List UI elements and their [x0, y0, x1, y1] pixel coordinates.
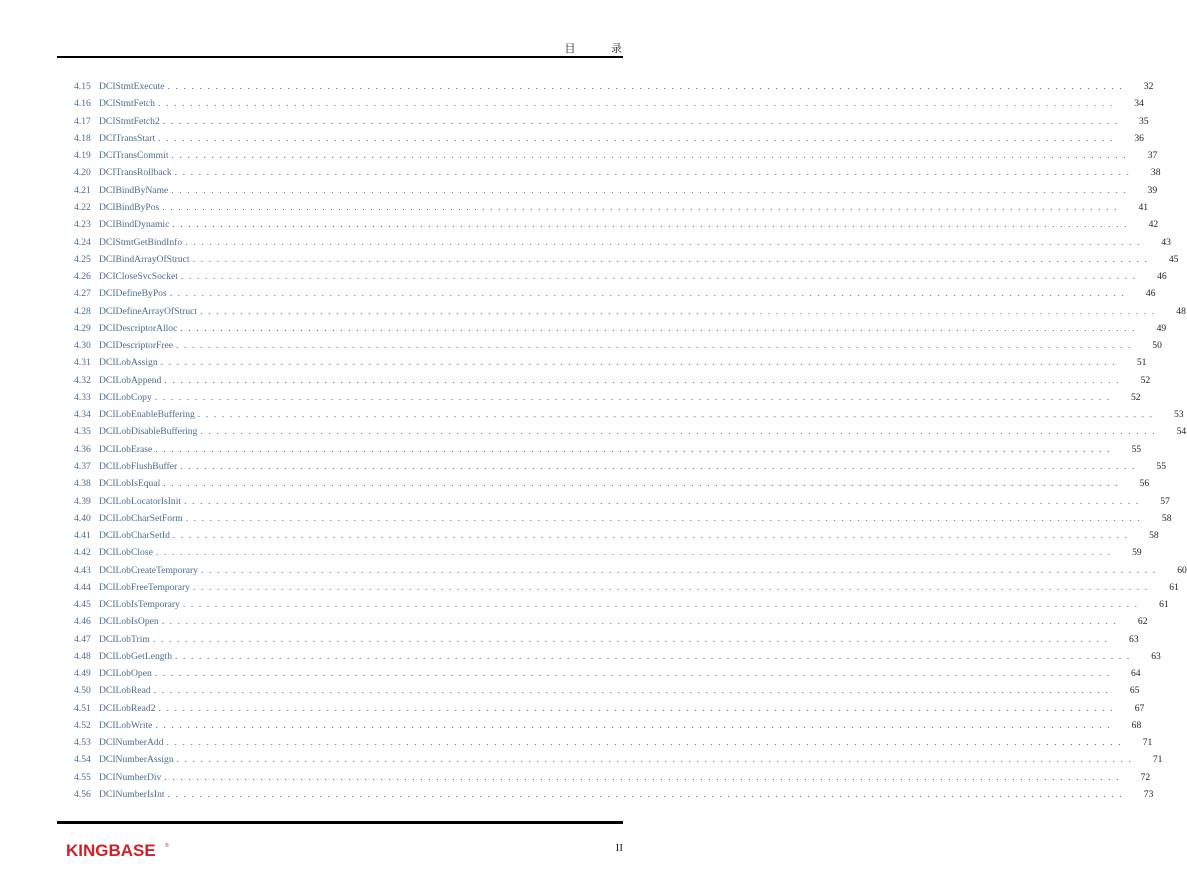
- toc-entry-number: 4.29: [74, 322, 91, 334]
- toc-entry-page[interactable]: 71: [1142, 737, 1153, 749]
- toc-entry-page[interactable]: 63: [1129, 633, 1139, 645]
- toc-entry-page[interactable]: 49: [1156, 322, 1167, 334]
- toc-leader-dots: ........................................................................................................................: [185, 236, 1145, 248]
- toc-leader-dots: ........................................................................................................................: [192, 253, 1153, 265]
- toc-entry[interactable]: [74, 337, 1162, 354]
- toc-entry-number: 4.44: [74, 581, 91, 593]
- toc-entry[interactable]: [74, 285, 1156, 302]
- toc-entry-number: 4.43: [74, 564, 91, 576]
- svg-text:®: ®: [165, 843, 169, 849]
- toc-entry-page[interactable]: 50: [1152, 340, 1162, 352]
- toc-entry-number: 4.47: [74, 633, 91, 645]
- toc-leader-dots: ........................................................................................................................: [166, 737, 1127, 749]
- toc-entry-page[interactable]: 71: [1152, 754, 1163, 766]
- toc-entry-page[interactable]: 46: [1145, 288, 1156, 300]
- toc-entry[interactable]: [74, 613, 1148, 630]
- table-of-contents: [74, 78, 1187, 803]
- toc-entry-number: 4.23: [74, 219, 91, 231]
- toc-entry-page[interactable]: 39: [1147, 184, 1158, 196]
- kingbase-logo: [66, 840, 176, 860]
- toc-leader-dots: ........................................................................................................................: [175, 650, 1135, 662]
- toc-entry-number: 4.35: [74, 426, 91, 438]
- toc-entry-page[interactable]: 46: [1157, 271, 1167, 283]
- toc-entry-title[interactable]: DCILobFreeTemporary: [99, 581, 190, 593]
- toc-entry-title[interactable]: DCILobIsTemporary: [99, 599, 180, 611]
- toc-entry[interactable]: [74, 544, 1142, 561]
- toc-entry-title[interactable]: DCILobAssign: [99, 357, 158, 369]
- toc-entry-title[interactable]: DCILobOpen: [99, 668, 152, 680]
- toc-entry-number: 4.31: [74, 357, 91, 369]
- toc-entry-page[interactable]: 37: [1147, 150, 1158, 162]
- toc-entry[interactable]: [74, 769, 1151, 786]
- toc-entry-title[interactable]: DCILobCreateTemporary: [99, 564, 198, 576]
- toc-entry-number: 4.22: [74, 201, 91, 213]
- toc-entry-number: 4.21: [74, 184, 91, 196]
- toc-entry-number: 4.19: [74, 150, 91, 162]
- toc-entry-title[interactable]: DCIBindArrayOfStruct: [99, 253, 190, 265]
- toc-entry[interactable]: [74, 786, 1154, 803]
- toc-entry-number: 4.56: [74, 789, 91, 801]
- toc-leader-dots: ........................................................................................................................: [154, 391, 1115, 403]
- toc-entry-number: 4.25: [74, 253, 91, 265]
- toc-entry[interactable]: [74, 147, 1158, 164]
- toc-entry[interactable]: [74, 216, 1159, 233]
- toc-entry[interactable]: [74, 78, 1154, 95]
- toc-entry[interactable]: [74, 579, 1179, 596]
- toc-entry-number: 4.16: [74, 98, 91, 110]
- toc-entry-title[interactable]: DCILobFlushBuffer: [99, 460, 178, 472]
- toc-entry-title[interactable]: DCIStmtFetch: [99, 98, 155, 110]
- toc-leader-dots: ........................................................................................................................: [162, 201, 1123, 213]
- footer-rule: [57, 821, 623, 824]
- toc-entry-number: 4.40: [74, 512, 91, 524]
- toc-entry-number: 4.41: [74, 530, 91, 542]
- toc-leader-dots: ........................................................................................................................: [169, 288, 1130, 300]
- toc-entry-number: 4.28: [74, 305, 91, 317]
- toc-leader-dots: ........................................................................................................................: [197, 409, 1158, 421]
- toc-entry-title[interactable]: DCILobWrite: [99, 719, 153, 731]
- toc-leader-dots: ........................................................................................................................: [200, 426, 1161, 438]
- toc-entry-page[interactable]: 45: [1168, 253, 1179, 265]
- toc-entry-title[interactable]: DCILobRead2: [99, 702, 156, 714]
- toc-leader-dots: ........................................................................................................................: [200, 564, 1161, 576]
- toc-entry-number: 4.50: [74, 685, 91, 697]
- toc-entry[interactable]: [74, 320, 1167, 337]
- toc-entry-page[interactable]: 32: [1143, 81, 1154, 93]
- toc-entry-number: 4.15: [74, 81, 91, 93]
- toc-entry[interactable]: [74, 268, 1167, 285]
- svg-text:KINGBASE: KINGBASE: [66, 841, 156, 860]
- toc-leader-dots: ........................................................................................................................: [180, 271, 1141, 283]
- toc-leader-dots: ........................................................................................................................: [185, 512, 1146, 524]
- toc-entry[interactable]: [74, 596, 1169, 613]
- toc-entry-page[interactable]: 52: [1130, 391, 1141, 403]
- toc-entry-number: 4.38: [74, 478, 91, 490]
- toc-entry-page[interactable]: 58: [1161, 512, 1172, 524]
- toc-entry-page[interactable]: 68: [1131, 719, 1142, 731]
- toc-entry-page[interactable]: 63: [1151, 650, 1161, 662]
- toc-entry-number: 4.36: [74, 443, 91, 455]
- toc-entry-title[interactable]: DCICloseSvcSocket: [99, 271, 178, 283]
- toc-entry-page[interactable]: 62: [1137, 616, 1148, 628]
- toc-entry-page[interactable]: 73: [1143, 789, 1154, 801]
- toc-entry-page[interactable]: 53: [1173, 409, 1184, 421]
- toc-entry[interactable]: [74, 561, 1187, 578]
- toc-leader-dots: ........................................................................................................................: [180, 322, 1141, 334]
- toc-entry-number: 4.33: [74, 391, 91, 403]
- toc-entry-page[interactable]: 61: [1169, 581, 1179, 593]
- toc-entry-number: 4.30: [74, 340, 91, 352]
- toc-entry-page[interactable]: 54: [1176, 426, 1187, 438]
- toc-entry-title[interactable]: DCIStmtExecute: [99, 81, 165, 93]
- toc-entry-title[interactable]: DCILobAppend: [99, 374, 162, 386]
- toc-entry-number: 4.39: [74, 495, 91, 507]
- toc-entry-page[interactable]: 55: [1156, 460, 1166, 472]
- toc-entry[interactable]: [74, 302, 1186, 319]
- toc-entry-number: 4.26: [74, 271, 91, 283]
- toc-entry-page[interactable]: 41: [1138, 201, 1149, 213]
- toc-entry[interactable]: [74, 700, 1145, 717]
- toc-entry[interactable]: [74, 492, 1170, 509]
- toc-entry[interactable]: [74, 717, 1142, 734]
- toc-entry[interactable]: [74, 233, 1171, 250]
- toc-entry-title[interactable]: DCITransRollback: [99, 167, 172, 179]
- toc-entry[interactable]: [74, 665, 1141, 682]
- toc-entry-title[interactable]: DCINumberIsInt: [99, 789, 165, 801]
- toc-entry-number: 4.37: [74, 460, 91, 472]
- toc-entry-title[interactable]: DCILobEnableBuffering: [99, 409, 195, 421]
- toc-entry-page[interactable]: 51: [1136, 357, 1147, 369]
- toc-entry-page[interactable]: 72: [1140, 771, 1151, 783]
- toc-leader-dots: ........................................................................................................................: [154, 668, 1115, 680]
- toc-entry-title[interactable]: DCILobRead: [99, 685, 151, 697]
- toc-entry-title[interactable]: DCIDescriptorAlloc: [99, 322, 178, 334]
- toc-entry[interactable]: [74, 389, 1141, 406]
- header-rule: [57, 56, 623, 58]
- toc-entry-page[interactable]: 34: [1134, 98, 1144, 110]
- toc-entry-number: 4.55: [74, 771, 91, 783]
- page-number: II: [615, 842, 623, 854]
- toc-entry-page[interactable]: 58: [1149, 530, 1159, 542]
- toc-entry-number: 4.52: [74, 719, 91, 731]
- toc-entry-page[interactable]: 42: [1148, 219, 1159, 231]
- toc-entry[interactable]: [74, 113, 1149, 130]
- toc-entry-title[interactable]: DCILobIsOpen: [99, 616, 159, 628]
- toc-entry-number: 4.49: [74, 668, 91, 680]
- toc-entry-title[interactable]: DCIBindDynamic: [99, 219, 170, 231]
- toc-entry-page[interactable]: 55: [1131, 443, 1142, 455]
- toc-entry[interactable]: [74, 95, 1144, 112]
- toc-entry-number: 4.54: [74, 754, 91, 766]
- toc-leader-dots: ........................................................................................................................: [164, 771, 1125, 783]
- toc-entry-number: 4.53: [74, 737, 91, 749]
- toc-entry-title[interactable]: DCIDescriptorFree: [99, 340, 174, 352]
- toc-entry[interactable]: [74, 251, 1179, 268]
- toc-entry-page[interactable]: 48: [1176, 305, 1186, 317]
- toc-entry-number: 4.32: [74, 374, 91, 386]
- toc-entry-title[interactable]: DCINumberAdd: [99, 737, 164, 749]
- toc-entry-title[interactable]: DCILobTrim: [99, 633, 150, 645]
- toc-entry[interactable]: [74, 648, 1161, 665]
- toc-entry-number: 4.34: [74, 409, 91, 421]
- toc-leader-dots: ........................................................................................................................: [160, 357, 1121, 369]
- toc-leader-dots: ........................................................................................................................: [162, 115, 1123, 127]
- toc-leader-dots: ........................................................................................................................: [164, 374, 1125, 386]
- toc-entry-page[interactable]: 67: [1134, 702, 1145, 714]
- toc-entry-title[interactable]: DCIBindByPos: [99, 201, 160, 213]
- toc-entry[interactable]: [74, 199, 1149, 216]
- toc-leader-dots: ........................................................................................................................: [172, 530, 1133, 542]
- toc-leader-dots: ........................................................................................................................: [163, 478, 1124, 490]
- toc-leader-dots: ........................................................................................................................: [167, 789, 1128, 801]
- toc-leader-dots: ........................................................................................................................: [182, 599, 1143, 611]
- toc-entry-title[interactable]: DCILobIsEqual: [99, 478, 161, 490]
- toc-entry-page[interactable]: 36: [1134, 132, 1144, 144]
- toc-entry-number: 4.18: [74, 132, 91, 144]
- toc-entry[interactable]: [74, 475, 1150, 492]
- toc-leader-dots: ........................................................................................................................: [174, 167, 1135, 179]
- toc-leader-dots: ........................................................................................................................: [171, 184, 1132, 196]
- toc-entry-page[interactable]: 59: [1132, 547, 1142, 559]
- toc-entry-title[interactable]: DCILobLocatorIsInit: [99, 495, 182, 507]
- toc-leader-dots: ........................................................................................................................: [176, 754, 1137, 766]
- toc-entry[interactable]: [74, 458, 1166, 475]
- toc-entry-page[interactable]: 38: [1150, 167, 1161, 179]
- toc-leader-dots: ........................................................................................................................: [157, 98, 1118, 110]
- toc-entry[interactable]: [74, 182, 1158, 199]
- toc-entry[interactable]: [74, 423, 1187, 440]
- toc-entry-title[interactable]: DCIStmtGetBindInfo: [99, 236, 183, 248]
- toc-entry-page[interactable]: 52: [1140, 374, 1151, 386]
- toc-leader-dots: ........................................................................................................................: [152, 633, 1113, 645]
- toc-entry[interactable]: [74, 441, 1142, 458]
- toc-leader-dots: ........................................................................................................................: [167, 81, 1128, 93]
- toc-entry[interactable]: [74, 751, 1163, 768]
- toc-leader-dots: ........................................................................................................................: [155, 443, 1116, 455]
- toc-entry-title[interactable]: DCINumberDiv: [99, 771, 162, 783]
- toc-leader-dots: ........................................................................................................................: [155, 547, 1116, 559]
- toc-entry-number: 4.48: [74, 650, 91, 662]
- toc-entry-title[interactable]: DCIStmtFetch2: [99, 115, 160, 127]
- toc-leader-dots: ........................................................................................................................: [184, 495, 1144, 507]
- toc-leader-dots: ........................................................................................................................: [192, 581, 1153, 593]
- toc-entry-title[interactable]: DCILobCopy: [99, 391, 152, 403]
- toc-entry-number: 4.24: [74, 236, 91, 248]
- toc-entry[interactable]: [74, 682, 1140, 699]
- toc-entry[interactable]: [74, 734, 1153, 751]
- toc-entry[interactable]: [74, 527, 1159, 544]
- toc-leader-dots: ........................................................................................................................: [161, 616, 1122, 628]
- toc-entry[interactable]: [74, 164, 1161, 181]
- toc-leader-dots: ........................................................................................................................: [158, 132, 1118, 144]
- toc-entry[interactable]: [74, 510, 1172, 527]
- toc-entry[interactable]: [74, 372, 1151, 389]
- toc-entry[interactable]: [74, 130, 1144, 147]
- toc-leader-dots: ........................................................................................................................: [200, 305, 1160, 317]
- toc-entry-title[interactable]: DCILobCharSetId: [99, 530, 170, 542]
- toc-entry-title[interactable]: DCILobGetLength: [99, 650, 173, 662]
- toc-entry-title[interactable]: DCITransCommit: [99, 150, 169, 162]
- toc-entry-title[interactable]: DCIDefineArrayOfStruct: [99, 305, 198, 317]
- toc-leader-dots: ........................................................................................................................: [171, 150, 1132, 162]
- toc-entry-page[interactable]: 35: [1138, 115, 1149, 127]
- toc-leader-dots: ........................................................................................................................: [176, 340, 1136, 352]
- toc-entry-number: 4.17: [74, 115, 91, 127]
- toc-entry[interactable]: [74, 406, 1184, 423]
- toc-leader-dots: ........................................................................................................................: [155, 719, 1116, 731]
- toc-entry-page[interactable]: 56: [1139, 478, 1150, 490]
- toc-entry-number: 4.42: [74, 547, 91, 559]
- toc-entry-title[interactable]: DCIBindByName: [99, 184, 169, 196]
- toc-entry-number: 4.27: [74, 288, 91, 300]
- toc-leader-dots: ........................................................................................................................: [180, 460, 1140, 472]
- toc-entry-number: 4.45: [74, 599, 91, 611]
- toc-entry-title[interactable]: DCILobErase: [99, 443, 153, 455]
- toc-entry-page[interactable]: 64: [1130, 668, 1141, 680]
- toc-entry-title[interactable]: DCILobCharSetForm: [99, 512, 183, 524]
- toc-entry-number: 4.51: [74, 702, 91, 714]
- toc-entry-number: 4.46: [74, 616, 91, 628]
- toc-entry-number: 4.20: [74, 167, 91, 179]
- toc-entry-title[interactable]: DCINumberAssign: [99, 754, 174, 766]
- toc-entry-page[interactable]: 65: [1129, 685, 1140, 697]
- toc-entry-page[interactable]: 61: [1159, 599, 1169, 611]
- running-header-title: 目 录: [564, 42, 638, 55]
- toc-entry-title[interactable]: DCILobDisableBuffering: [99, 426, 198, 438]
- toc-entry-title[interactable]: DCILobClose: [99, 547, 153, 559]
- toc-leader-dots: ........................................................................................................................: [172, 219, 1133, 231]
- toc-entry-title[interactable]: DCIDefineByPos: [99, 288, 167, 300]
- toc-entry[interactable]: [74, 354, 1147, 371]
- toc-entry-page[interactable]: 43: [1161, 236, 1171, 248]
- toc-entry-title[interactable]: DCITransStart: [99, 132, 156, 144]
- toc-entry-page[interactable]: 60: [1177, 564, 1187, 576]
- toc-entry[interactable]: [74, 631, 1139, 648]
- toc-leader-dots: ........................................................................................................................: [153, 685, 1114, 697]
- toc-leader-dots: ........................................................................................................................: [158, 702, 1119, 714]
- toc-entry-page[interactable]: 57: [1160, 495, 1170, 507]
